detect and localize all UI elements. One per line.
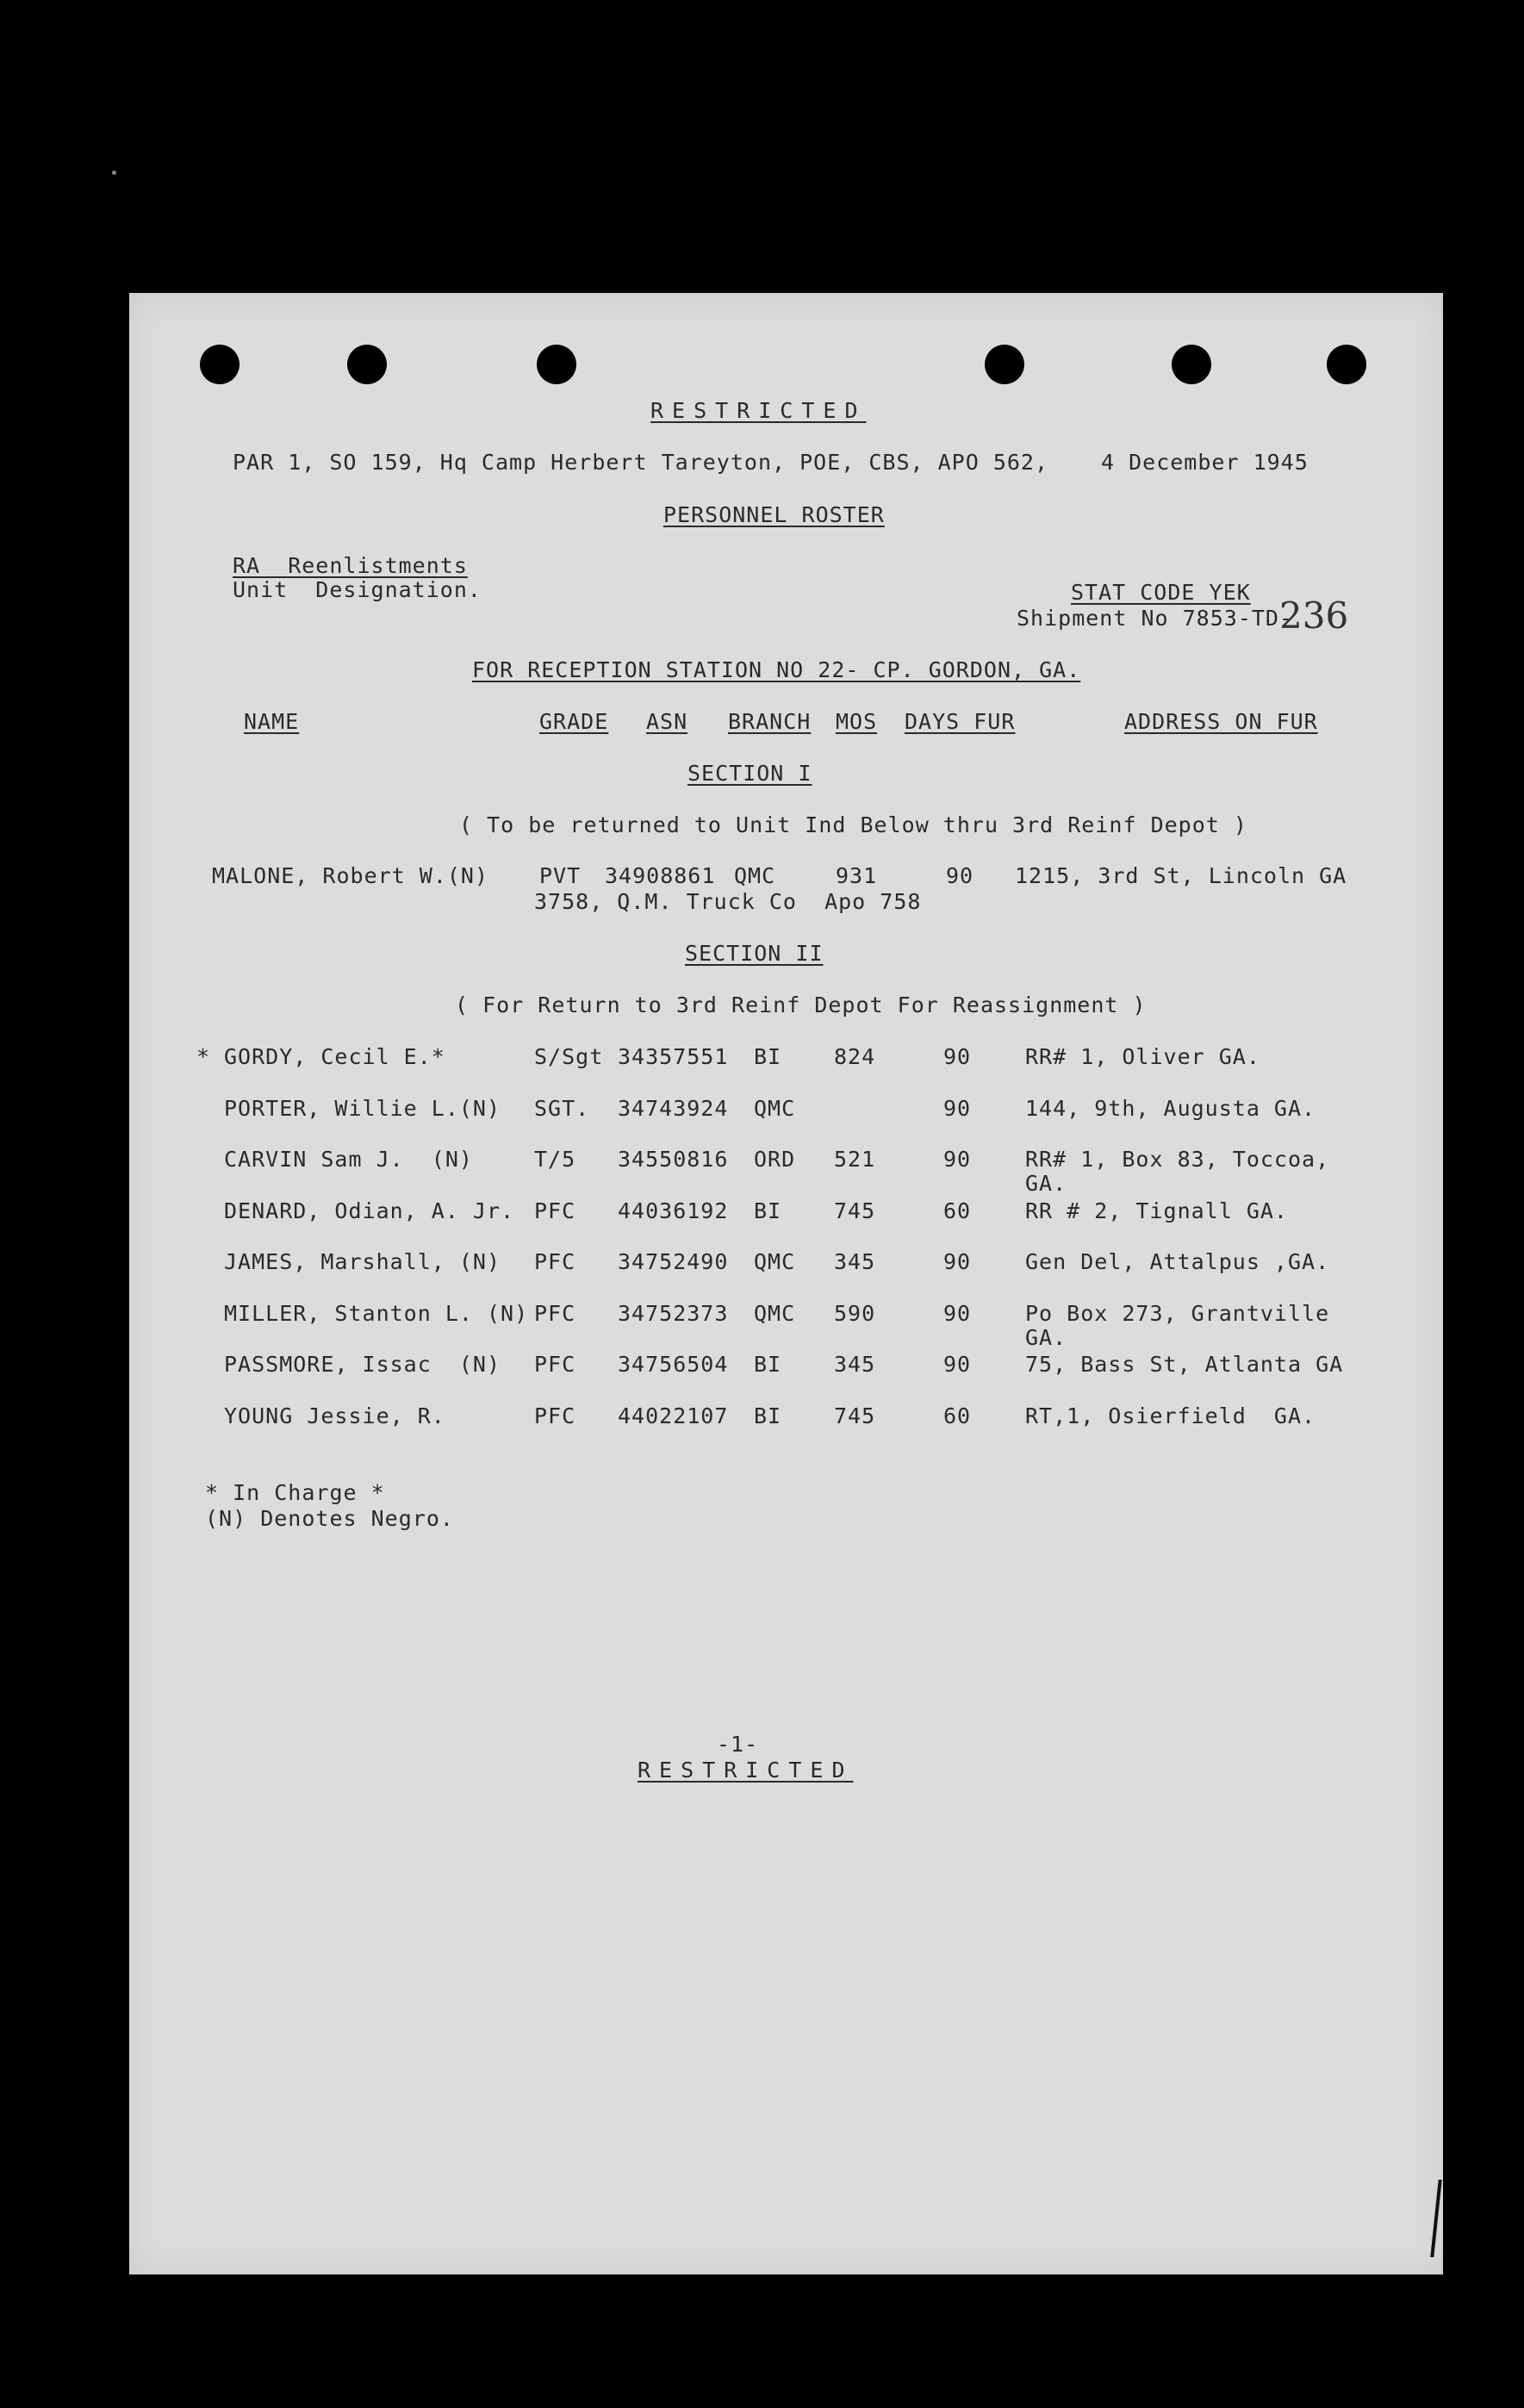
- cell-name: PORTER, Willie L.(N): [224, 1095, 501, 1121]
- entry-mos: 931: [836, 863, 878, 888]
- section-2-note: ( For Return to 3rd Reinf Depot For Reassignment ): [455, 992, 1147, 1017]
- table-row: [129, 1198, 1443, 1228]
- punch-hole: [985, 345, 1024, 384]
- col-grade: GRADE: [539, 709, 609, 734]
- section-1-note: ( To be returned to Unit Ind Below thru 3rd Reinf Depot ): [459, 812, 1247, 837]
- cell-address: Gen Del, Attalpus ,GA.: [1025, 1249, 1330, 1274]
- footnote-negro: (N) Denotes Negro.: [205, 1506, 454, 1531]
- cell-days: 60: [943, 1403, 972, 1428]
- classification-header: RESTRICTED: [650, 398, 867, 423]
- cell-grade: PFC: [534, 1403, 576, 1428]
- col-mos: MOS: [836, 709, 878, 734]
- entry-days: 90: [946, 863, 974, 888]
- cell-days: 60: [943, 1198, 972, 1223]
- shipment-handwritten: 236: [1279, 594, 1349, 637]
- table-row: [129, 1403, 1443, 1433]
- cell-address-continued: GA.: [1025, 1324, 1067, 1350]
- cell-name: YOUNG Jessie, R.: [224, 1403, 445, 1428]
- entry-name: MALONE, Robert W.(N): [212, 863, 489, 888]
- table-row: [129, 1301, 1443, 1330]
- cell-asn: 34743924: [618, 1095, 729, 1121]
- cell-grade: PFC: [534, 1198, 576, 1223]
- entry-address: 1215, 3rd St, Lincoln GA: [1015, 863, 1347, 888]
- col-address: ADDRESS ON FUR: [1124, 709, 1318, 734]
- cell-branch: QMC: [754, 1095, 796, 1121]
- cell-asn: 34756504: [618, 1352, 729, 1377]
- cell-branch: BI: [754, 1198, 782, 1223]
- cell-branch: BI: [754, 1352, 782, 1377]
- cell-mos: 521: [834, 1147, 876, 1172]
- cell-days: 90: [943, 1044, 972, 1069]
- cell-name: DENARD, Odian, A. Jr.: [224, 1198, 515, 1223]
- table-row: [129, 1352, 1443, 1381]
- cell-mos: 745: [834, 1403, 876, 1428]
- cell-branch: QMC: [754, 1249, 796, 1274]
- cell-days: 90: [943, 1249, 972, 1274]
- cell-address: 144, 9th, Augusta GA.: [1025, 1095, 1316, 1121]
- stat-code: STAT CODE YEK: [1071, 580, 1251, 605]
- cell-grade: S/Sgt: [534, 1044, 604, 1069]
- cell-address: RT,1, Osierfield GA.: [1025, 1403, 1316, 1428]
- cell-grade: SGT.: [534, 1095, 590, 1121]
- cell-branch: ORD: [754, 1147, 796, 1172]
- table-row: [129, 1147, 1443, 1176]
- cell-mos: 745: [834, 1198, 876, 1223]
- cell-days: 90: [943, 1300, 972, 1326]
- punch-hole: [347, 345, 387, 384]
- cell-asn: 34357551: [618, 1044, 729, 1069]
- cell-branch: BI: [754, 1044, 782, 1069]
- cell-grade: PFC: [534, 1300, 576, 1326]
- scan-speck: [112, 171, 116, 175]
- order-line: PAR 1, SO 159, Hq Camp Herbert Tareyton, POE, CBS, APO 562,: [233, 450, 1049, 475]
- col-branch: BRANCH: [728, 709, 812, 734]
- cell-grade: T/5: [534, 1147, 576, 1172]
- document-title: PERSONNEL ROSTER: [663, 502, 885, 527]
- cell-name: CARVIN Sam J. (N): [224, 1147, 473, 1172]
- cell-asn: 34752490: [618, 1249, 729, 1274]
- cell-address: RR # 2, Tignall GA.: [1025, 1198, 1288, 1223]
- cell-mos: 345: [834, 1249, 876, 1274]
- cell-name: GORDY, Cecil E.*: [224, 1044, 445, 1069]
- cell-name: PASSMORE, Issac (N): [224, 1352, 501, 1377]
- entry-asn: 34908861: [605, 863, 716, 888]
- cell-address: 75, Bass St, Atlanta GA: [1025, 1352, 1344, 1377]
- punch-hole: [1172, 345, 1211, 384]
- cell-address: Po Box 273, Grantville: [1025, 1300, 1330, 1326]
- edge-mark: [1430, 2180, 1441, 2257]
- shipment-number: Shipment No 7853-TD-: [1017, 606, 1294, 631]
- unit-line-2: Unit Designation.: [233, 577, 482, 602]
- document-page: [129, 293, 1443, 2274]
- cell-address-continued: GA.: [1025, 1171, 1067, 1196]
- cell-branch: BI: [754, 1403, 782, 1428]
- entry-grade: PVT: [539, 863, 582, 888]
- cell-asn: 34550816: [618, 1147, 729, 1172]
- page-number: -1-: [717, 1732, 759, 1757]
- cell-address: RR# 1, Oliver GA.: [1025, 1044, 1260, 1069]
- cell-days: 90: [943, 1352, 972, 1377]
- cell-mos: 590: [834, 1300, 876, 1326]
- cell-asn: 44022107: [618, 1403, 729, 1428]
- cell-mos: 824: [834, 1044, 876, 1069]
- classification-footer: RESTRICTED: [638, 1758, 854, 1783]
- entry-unit: 3758, Q.M. Truck Co Apo 758: [534, 889, 922, 914]
- cell-branch: QMC: [754, 1300, 796, 1326]
- cell-asn: 34752373: [618, 1300, 729, 1326]
- cell-days: 90: [943, 1147, 972, 1172]
- cell-grade: PFC: [534, 1352, 576, 1377]
- col-days-fur: DAYS FUR: [905, 709, 1016, 734]
- cell-grade: PFC: [534, 1249, 576, 1274]
- section-1-title: SECTION I: [687, 761, 812, 786]
- cell-mos: 345: [834, 1352, 876, 1377]
- table-row: [129, 1249, 1443, 1279]
- cell-days: 90: [943, 1095, 972, 1121]
- table-row: [129, 1096, 1443, 1125]
- cell-address: RR# 1, Box 83, Toccoa,: [1025, 1147, 1330, 1172]
- unit-line-1: RA Reenlistments: [233, 553, 468, 578]
- col-name: NAME: [244, 709, 300, 734]
- footnote-in-charge: * In Charge *: [205, 1480, 385, 1505]
- punch-hole: [537, 345, 576, 384]
- col-asn: ASN: [646, 709, 688, 734]
- punch-hole: [1327, 345, 1366, 384]
- section-1-entry: [129, 863, 1443, 893]
- cell-name: JAMES, Marshall, (N): [224, 1249, 501, 1274]
- cell-name: MILLER, Stanton L. (N): [224, 1300, 529, 1326]
- cell-mark: *: [196, 1044, 211, 1069]
- punch-hole: [200, 345, 239, 384]
- entry-branch: QMC: [734, 863, 776, 888]
- cell-asn: 44036192: [618, 1198, 729, 1223]
- section-2-title: SECTION II: [685, 941, 824, 966]
- document-date: 4 December 1945: [1101, 450, 1309, 475]
- table-row: [129, 1044, 1443, 1073]
- destination-line: FOR RECEPTION STATION NO 22- CP. GORDON, GA.: [472, 657, 1081, 682]
